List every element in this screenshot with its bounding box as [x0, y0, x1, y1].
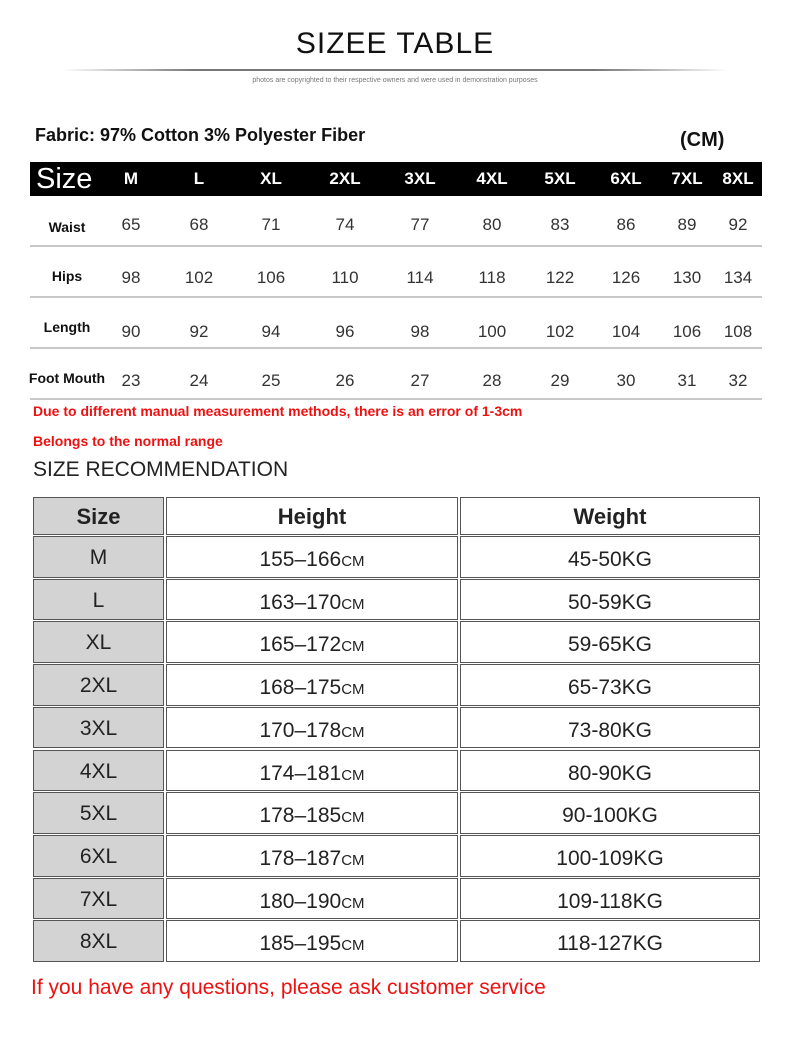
table-cell: 102 — [184, 268, 214, 287]
error-note: Due to different manual measurement methods, there is an error of 1-3cm — [33, 403, 523, 419]
size-column-header: Size — [33, 497, 164, 535]
size-col-header: XL — [260, 169, 282, 188]
size-cell: 7XL — [33, 878, 164, 920]
copyright-note: photos are copyrighted to their respective owners and were used in demonstration purposes — [252, 77, 538, 84]
table-cell: 94 — [261, 322, 281, 341]
height-value: 174–181 — [259, 761, 342, 785]
size-col-header: 4XL — [476, 169, 508, 188]
size-cell: 3XL — [33, 707, 164, 749]
height-value: 168–175 — [259, 676, 342, 700]
height-unit: CM — [341, 851, 365, 869]
row-label: Hips — [51, 268, 83, 284]
table-cell: 122 — [545, 268, 575, 287]
size-col-header: L — [193, 169, 205, 188]
weight-column-header: Weight — [460, 497, 760, 535]
size-col-header: 3XL — [404, 169, 436, 188]
table-cell: 108 — [723, 322, 753, 341]
height-cell — [166, 835, 458, 877]
table-cell: 130 — [672, 268, 702, 287]
height-cell — [166, 707, 458, 749]
table-cell: 90 — [121, 322, 141, 341]
height-cell — [166, 536, 458, 578]
height-value: 170–178 — [259, 718, 342, 742]
height-value: 185–195 — [259, 932, 342, 956]
table-cell: 30 — [616, 371, 636, 390]
weight-cell: 50-59KG — [460, 579, 760, 621]
table-cell: 32 — [728, 371, 748, 390]
table-cell: 102 — [545, 322, 575, 341]
size-col-header: 5XL — [544, 169, 576, 188]
table-cell: 77 — [410, 215, 430, 234]
size-cell: XL — [33, 621, 164, 663]
table-cell: 65 — [121, 215, 141, 234]
table-cell: 100 — [477, 322, 507, 341]
table-cell: 126 — [611, 268, 641, 287]
height-unit: CM — [341, 937, 365, 955]
size-header-label: Size — [36, 163, 93, 195]
table-cell: 118 — [478, 268, 506, 287]
table-cell: 86 — [616, 215, 636, 234]
table-cell: 92 — [189, 322, 209, 341]
height-unit: CM — [341, 681, 365, 699]
height-value: 163–170 — [259, 590, 342, 614]
height-cell — [166, 920, 458, 962]
fabric-info: Fabric: 97% Cotton 3% Polyester Fiber — [35, 125, 366, 145]
size-cell: 8XL — [33, 920, 164, 962]
weight-cell: 80-90KG — [460, 750, 760, 792]
height-cell — [166, 621, 458, 663]
weight-cell: 45-50KG — [460, 536, 760, 578]
table-cell: 110 — [331, 268, 359, 287]
height-column-header: Height — [166, 497, 458, 535]
table-cell: 23 — [121, 371, 141, 390]
height-cell — [166, 579, 458, 621]
table-cell: 96 — [335, 322, 355, 341]
height-value: 180–190 — [259, 889, 342, 913]
row-label: Foot Mouth — [28, 370, 106, 386]
height-cell — [166, 878, 458, 920]
table-cell: 68 — [189, 215, 209, 234]
table-cell: 98 — [121, 268, 141, 287]
row-label: Waist — [48, 219, 86, 235]
measurement-header — [30, 162, 762, 196]
size-col-header: 8XL — [722, 169, 754, 188]
size-cell: 5XL — [33, 792, 164, 834]
height-unit: CM — [341, 638, 365, 656]
size-cell: L — [33, 579, 164, 621]
height-cell — [166, 750, 458, 792]
height-unit: CM — [341, 809, 365, 827]
recommendation-table — [33, 497, 760, 962]
weight-cell: 65-73KG — [460, 664, 760, 706]
height-value: 178–187 — [259, 846, 342, 870]
table-cell: 80 — [482, 215, 502, 234]
weight-cell: 90-100KG — [460, 792, 760, 834]
size-cell: 2XL — [33, 664, 164, 706]
table-cell: 31 — [677, 371, 697, 390]
table-cell: 98 — [410, 322, 430, 341]
weight-cell: 109-118KG — [460, 878, 760, 920]
table-cell: 26 — [335, 371, 355, 390]
table-cell: 104 — [611, 322, 641, 341]
table-cell: 106 — [256, 268, 286, 287]
size-cell: 6XL — [33, 835, 164, 877]
table-cell: 89 — [677, 215, 697, 234]
weight-cell: 59-65KG — [460, 621, 760, 663]
size-cell: 4XL — [33, 750, 164, 792]
height-unit: CM — [341, 766, 365, 784]
table-cell: 134 — [723, 268, 753, 287]
table-cell: 74 — [335, 215, 355, 234]
height-value: 165–172 — [259, 633, 342, 657]
table-cell: 114 — [406, 268, 434, 287]
table-cell: 25 — [261, 371, 281, 390]
customer-service-note: If you have any questions, please ask customer service — [31, 976, 546, 999]
table-cell: 92 — [728, 215, 748, 234]
size-col-header: M — [123, 169, 139, 188]
weight-cell: 73-80KG — [460, 707, 760, 749]
weight-cell: 118-127KG — [460, 920, 760, 962]
height-unit: CM — [341, 894, 365, 912]
table-cell: 28 — [482, 371, 502, 390]
size-col-header: 2XL — [329, 169, 361, 188]
height-value: 178–185 — [259, 804, 342, 828]
table-cell: 27 — [410, 371, 430, 390]
height-unit: CM — [341, 595, 365, 613]
table-cell: 29 — [550, 371, 570, 390]
height-value: 155–166 — [259, 548, 342, 571]
table-cell: 24 — [189, 371, 209, 390]
height-cell — [166, 664, 458, 706]
size-col-header: 7XL — [671, 169, 703, 188]
range-note: Belongs to the normal range — [33, 433, 223, 449]
table-cell: 83 — [550, 215, 570, 234]
size-cell: M — [33, 536, 164, 578]
height-unit: CM — [341, 723, 365, 741]
size-col-header: 6XL — [610, 169, 642, 188]
unit-label: (CM) — [680, 129, 725, 151]
title-divider — [62, 69, 728, 71]
table-cell: 71 — [261, 215, 281, 234]
height-unit: CM — [341, 553, 365, 570]
page-title: SIZEE TABLE — [295, 27, 495, 60]
row-label: Length — [43, 319, 91, 335]
recommendation-title: SIZE RECOMMENDATION — [33, 458, 289, 481]
weight-cell: 100-109KG — [460, 835, 760, 877]
height-cell — [166, 792, 458, 834]
table-cell: 106 — [672, 322, 702, 341]
